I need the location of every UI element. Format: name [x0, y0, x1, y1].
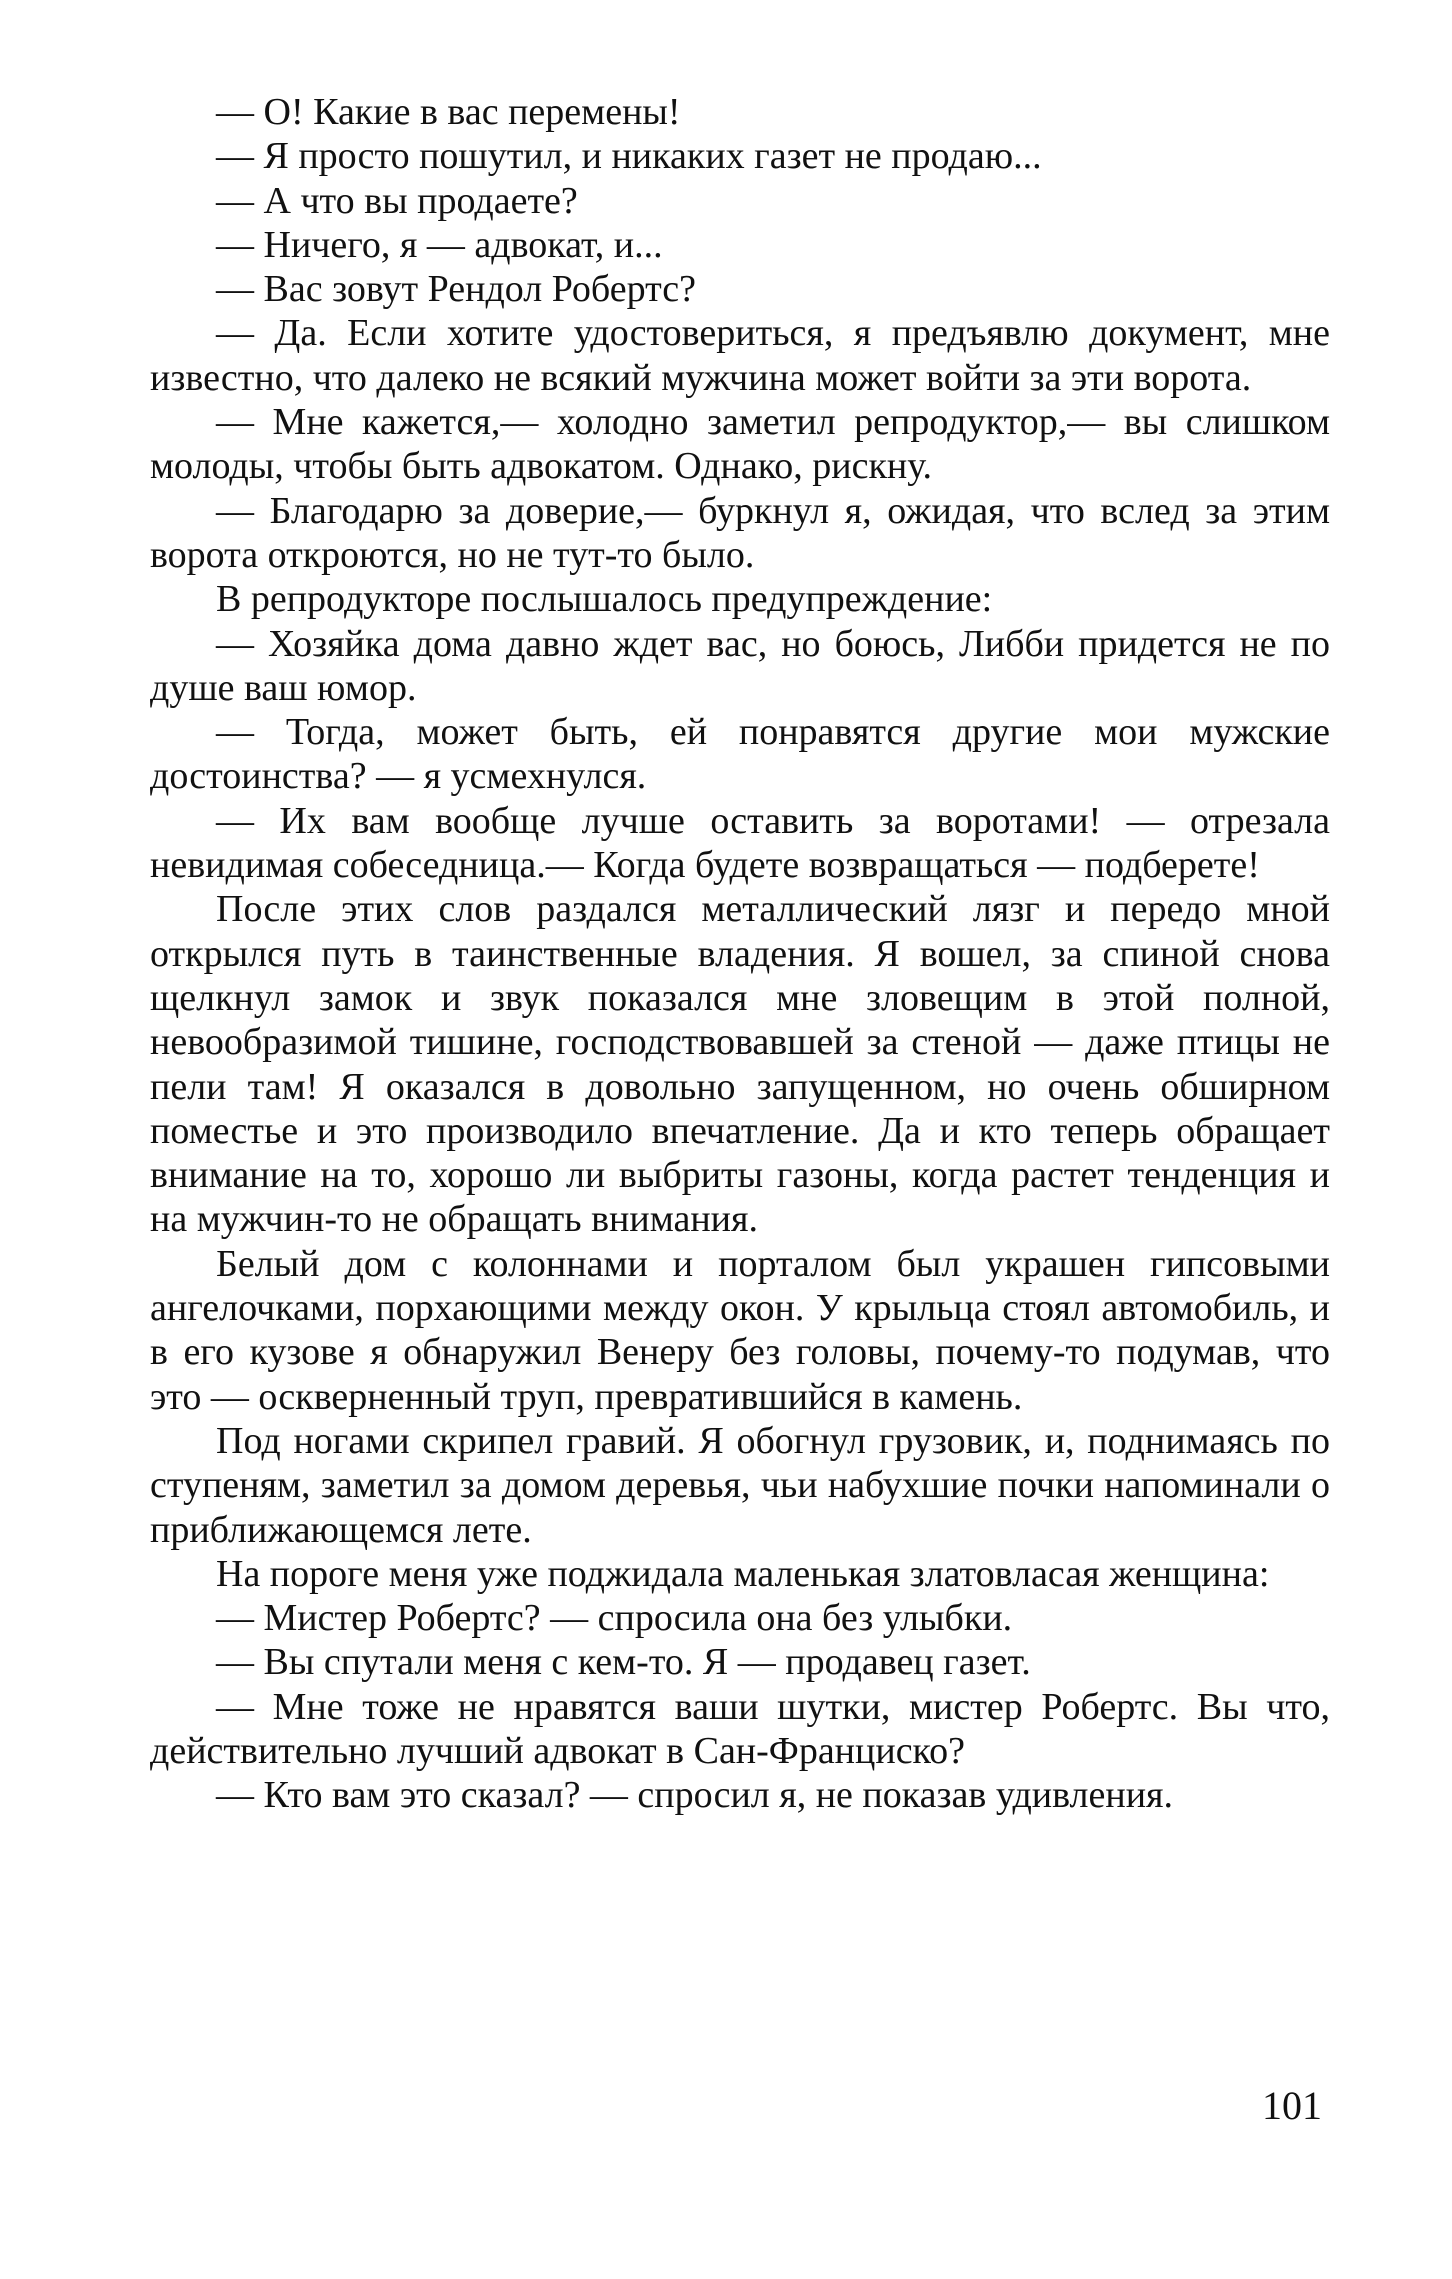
paragraph: На пороге меня уже поджидала маленькая златовласая женщина:: [216, 1552, 1270, 1595]
paragraph: — Вы спутали меня с кем-то. Я — продавец газет.: [216, 1641, 1031, 1684]
paragraph: — А что вы продаете?: [216, 179, 578, 222]
paragraph: — Мне кажется,— холодно заметил репродуктор,— вы слишком молоды, чтобы быть адвокатом. Однако, рискну.: [150, 401, 1330, 488]
paragraph: — Мне тоже не нравятся ваши шутки, мистер Робертс. Вы что, действительно лучший адвокат в Сан-Франциско?: [150, 1685, 1330, 1772]
paragraph: Под ногами скрипел гравий. Я обогнул грузовик, и, поднимаясь по ступеням, заметил за домом деревья, чьи набухшие почки напоминали о приближающемся лете.: [150, 1419, 1330, 1551]
paragraph: В репродукторе послышалось предупреждение:: [216, 578, 993, 621]
paragraph: — Хозяйка дома давно ждет вас, но боюсь, Либби придется не по душе ваш юмор.: [150, 622, 1330, 709]
paragraph: — Мистер Робертс? — спросила она без улыбки.: [216, 1597, 1013, 1640]
paragraph: После этих слов раздался металлический лязг и передо мной открылся путь в таинственные владения. Я вошел, за спиной снова щелкнул замок и звук показался мне зловещим в этой полной, невообразимой тишине, господствовавшей за стеной — даже птицы не пели там! Я оказался в довольно запущенном, но очень обширном поместье и это производило впечатление. Да и кто теперь обращает внимание на то, хорошо ли выбриты газоны, когда растет тенденция и на мужчин-то не обращать внимания.: [150, 888, 1330, 1241]
paragraph: — Вас зовут Рендол Робертс?: [216, 268, 696, 311]
paragraph: Белый дом с колоннами и порталом был украшен гипсовыми ангелочками, порхающими между окон. У крыльца стоял автомобиль, и в его кузове я обнаружил Венеру без головы, почему-то подумав, что это — оскверненный труп, превратившийся в камень.: [150, 1242, 1330, 1418]
paragraph: — Ничего, я — адвокат, и...: [216, 223, 663, 266]
paragraph: — О! Какие в вас перемены!: [216, 91, 681, 133]
paragraph: — Благодарю за доверие,— буркнул я, ожидая, что вслед за этим ворота откроются, но не тут-то было.: [150, 489, 1330, 576]
paragraph: — Я просто пошутил, и никаких газет не продаю...: [216, 135, 1042, 178]
page-text: [150, 90, 1330, 1818]
paragraph: — Кто вам это сказал? — спросил я, не показав удивления.: [216, 1774, 1174, 1817]
paragraph: — Да. Если хотите удостовериться, я предъявлю документ, мне известно, что далеко не всякий мужчина может войти за эти ворота.: [150, 312, 1330, 399]
paragraph: — Их вам вообще лучше оставить за воротами! — отрезала невидимая собеседница.— Когда будете возвращаться — подберете!: [150, 799, 1330, 887]
page-number: 101: [1262, 2083, 1322, 2128]
paragraph: — Тогда, может быть, ей понравятся другие мои мужские достоинства? — я усмехнулся.: [150, 711, 1330, 798]
